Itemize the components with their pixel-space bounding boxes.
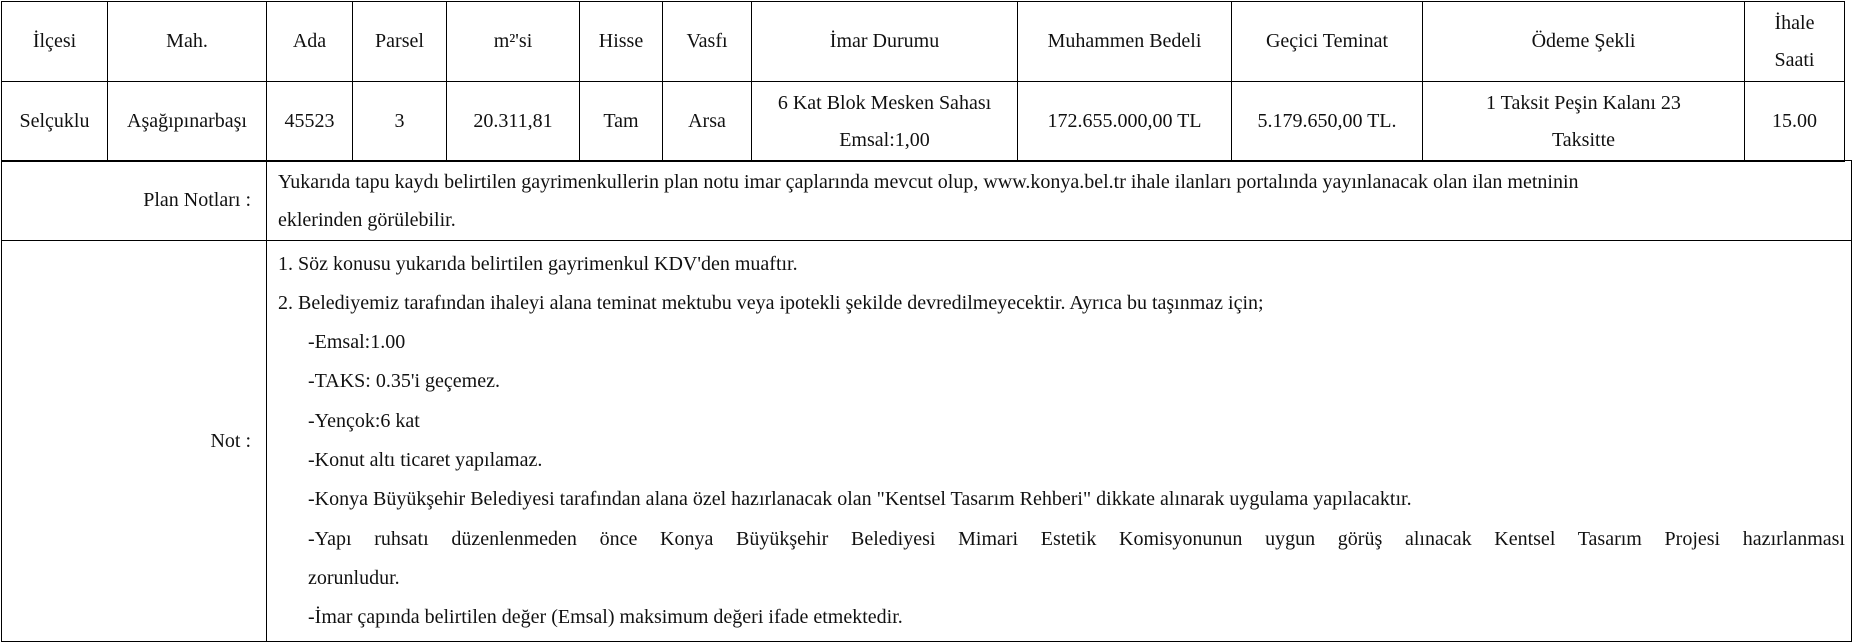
header-bedel: Muhammen Bedeli: [1018, 2, 1232, 82]
note-text: [267, 241, 1852, 642]
header-mahalle: Mah.: [108, 2, 267, 82]
header-ihale: İhale: [1774, 11, 1815, 34]
note-row: [2, 241, 1852, 642]
note-line-ruhsat: -Yapı ruhsatı düzenlenmeden önce Konya Büyükşehir Belediyesi Mimari Estetik Komisyonunun uygun görüş alınacak Kentsel Tasarım Projesi hazırlanması: [308, 527, 1845, 550]
plan-notes-line2: eklerinden görülebilir.: [278, 208, 456, 231]
cell-ada: 45523: [267, 82, 353, 162]
header-area: m²'si: [447, 2, 580, 82]
note-line-zorunlu: zorunludur.: [308, 566, 400, 589]
note-line-konut: -Konut altı ticaret yapılamaz.: [308, 449, 543, 471]
cell-odeme-line2: Taksitte: [1551, 128, 1616, 151]
cell-parsel: 3: [353, 82, 447, 162]
header-hisse: Hisse: [580, 2, 663, 82]
note-line-emsal: -Emsal:1.00: [308, 331, 406, 354]
header-imar: İmar Durumu: [752, 2, 1018, 82]
note-line-taks: -TAKS: 0.35'i geçemez.: [308, 370, 500, 393]
note-line-imar: -İmar çapında belirtilen değer (Emsal) maksimum değeri ifade etmektedir.: [308, 606, 903, 629]
header-teminat: Geçici Teminat: [1232, 2, 1423, 82]
cell-imar: [752, 82, 1018, 162]
notes-table: [1, 160, 1852, 642]
cell-odeme: [1423, 82, 1745, 162]
header-row: [2, 2, 1845, 82]
table-row: [2, 82, 1845, 162]
cell-imar-line1: 6 Kat Blok Mesken Sahası: [777, 91, 992, 114]
note-line-rehber: -Konya Büyükşehir Belediyesi tarafından alana özel hazırlanacak olan "Kentsel Tasarım Rehberi" dikkate alınarak uygulama yapılacaktır.: [308, 488, 1412, 511]
cell-area: 20.311,81: [447, 82, 580, 162]
plan-notes-text: [267, 161, 1852, 241]
header-ada: Ada: [267, 2, 353, 82]
header-ihale-saati: [1745, 2, 1845, 82]
header-vasfi: Vasfı: [663, 2, 752, 82]
header-ilce: İlçesi: [2, 2, 108, 82]
cell-ilce: Selçuklu: [2, 82, 108, 162]
cell-mahalle: Aşağıpınarbaşı: [108, 82, 267, 162]
cell-teminat: 5.179.650,00 TL.: [1232, 82, 1423, 162]
tender-table: [1, 1, 1845, 162]
note-line-2: 2. Belediyemiz tarafından ihaleyi alana teminat mektubu veya ipotekli şekilde devredilmeyecektir. Ayrıca bu taşınmaz için;: [278, 291, 1264, 314]
header-saati: Saati: [1774, 48, 1815, 71]
cell-imar-line2: Emsal:1,00: [839, 128, 930, 151]
note-label: Not :: [2, 241, 267, 642]
cell-saat: 15.00: [1745, 82, 1845, 162]
cell-odeme-line1: 1 Taksit Peşin Kalanı 23: [1486, 91, 1681, 114]
note-line-yencok: -Yençok:6 kat: [308, 409, 420, 432]
cell-bedel: 172.655.000,00 TL: [1018, 82, 1232, 162]
header-parsel: Parsel: [353, 2, 447, 82]
cell-hisse: Tam: [580, 82, 663, 162]
note-line-1: 1. Söz konusu yukarıda belirtilen gayrimenkul KDV'den muaftır.: [278, 252, 798, 275]
plan-notes-line1: Yukarıda tapu kaydı belirtilen gayrimenkullerin plan notu imar çaplarında mevcut olup, www.konya.bel.tr ihale ilanları portalında yayınlanacak olan ilan metninin: [278, 170, 1579, 193]
header-odeme: Ödeme Şekli: [1423, 2, 1745, 82]
cell-vasfi: Arsa: [663, 82, 752, 162]
plan-notes-label: Plan Notları :: [2, 161, 267, 241]
plan-notes-row: [2, 161, 1852, 241]
